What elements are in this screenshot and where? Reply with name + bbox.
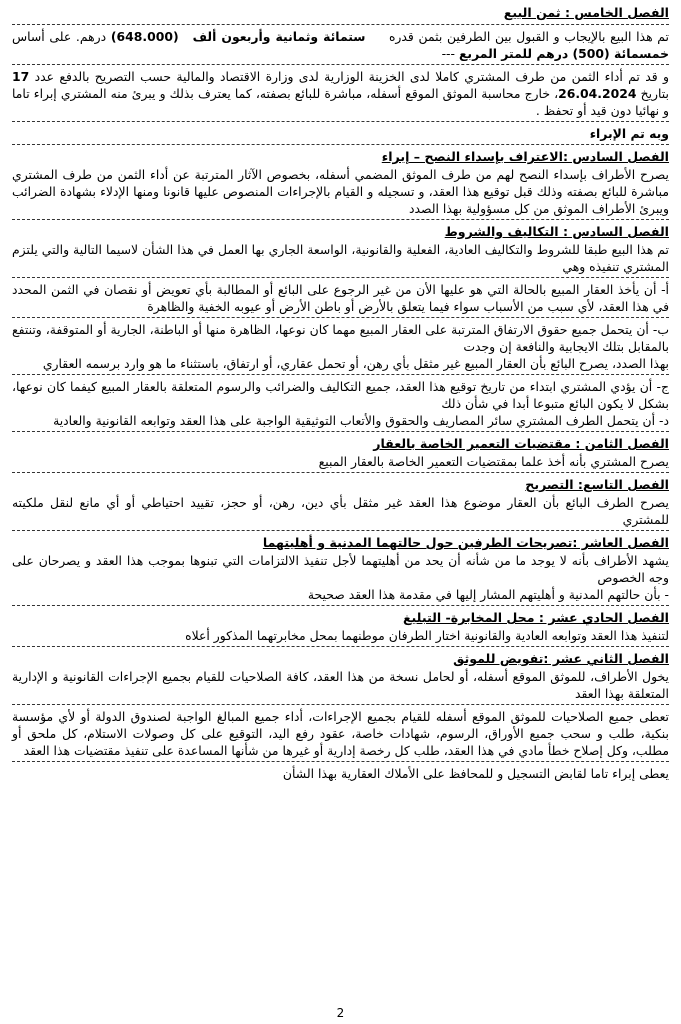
chapter-11-heading: الفصل الحادي عشر : محل المخابرة- التبليغ	[402, 610, 669, 625]
chapter-6b-clause-d: د- أن يتحمل الطرف المشتري سائر المصاريف والحقوق والأتعاب التوثيقية الواجبة على هذا العقد وتوابعه القانونية والعادية	[53, 413, 669, 428]
chapter-12-paragraph-2: تعطى جميع الصلاحيات للموثق الموقع أسفله للقيام بجميع الإجراءات، أداء جميع المبالغ الواجبة لصندوق الدولة أو لأي مؤسسة بنكية، طلب و سحب جميع الأوراق، الرسوم، شهادات خاصة، عقود رفع اليد، التوقيع على كل وصولات الاستلام، كل ملحق أو مطلب، وكل إصلاح خطأ مادي في هذا العقد، طلب كل رخصة إدارية أو غيرها من شأنها المساعدة على تنفيذ مقتضيات هذا العقد	[12, 709, 669, 758]
chapter-6b-heading: الفصل السادس : التكاليف والشروط	[444, 224, 669, 239]
chapter-10-heading: الفصل العاشر :تصريحات الطرفين حول حالتهما المدنية و أهليتهما	[262, 535, 669, 550]
chapter-6a-heading: الفصل السادس :الاعتراف بإسداء النصح – إبراء	[381, 149, 669, 164]
chapter-5-paragraph-1: تم هذا البيع بالإيجاب و القبول بين الطرفين بثمن قدره ستمائة وثمانية وأربعون ألف (648.000) درهم. على أساس خمسمائة (500) درهم للمتر المربع ---	[12, 29, 669, 61]
chapter-6b-clause-b-declaration: بهذا الصدد، يصرح البائع بأن العقار المبيع غير مثقل بأي رهن، أو تحمل عقاري، أو ارتفاق، باستثناء ما هو وارد برسمه العقاري	[42, 356, 669, 371]
divider	[12, 219, 669, 220]
divider	[12, 431, 669, 432]
divider	[12, 121, 669, 122]
divider	[12, 277, 669, 278]
chapter-6b-intro: تم هذا البيع طبقا للشروط والتكاليف العادية، الفعلية والقانونية، الواسعة الجاري بها العمل في هذا الشأن لاسيما التالية والتي يلتزم المشتري تنفيذه وهي	[12, 242, 669, 274]
chapter-9-paragraph: يصرح الطرف البائع بأن العقار موضوع هذا العقد غير مثقل بأي دين، رهن، أو حجز، تقييد احتياطي أو أي مانع لنقل ملكيته للمشتري	[12, 495, 669, 527]
chapter-10-paragraph-2: - بأن حالتهم المدنية و أهليتهم المشار إليها في مقدمة هذا العقد صحيحة	[307, 587, 669, 602]
chapter-8-heading: الفصل الثامن : مقتضيات التعمير الخاصة بالعقار	[373, 436, 669, 451]
chapter-5-heading: الفصل الخامس : ثمن البيع	[503, 5, 669, 20]
divider	[12, 144, 669, 145]
divider	[12, 472, 669, 473]
chapter-6b-clause-a: أ- أن يأخذ العقار المبيع بالحالة التي هو عليها الأن من غير الرجوع على البائع أو المطالبة بأي تعويض أو نقصان في الثمن المحدد في هذا العقد، لأي سبب من الأسباب سواء فيما يتعلق بالأرض أو باطن الأرض أو عيوبه الخفية والظاهرة	[12, 282, 669, 314]
chapter-11-paragraph: لتنفيذ هذا العقد وتوابعه العادية والقانونية اختار الطرفان موطنهما بمحل مخابرتهما المذكور أعلاه	[185, 628, 669, 643]
divider	[12, 646, 669, 647]
divider	[12, 761, 669, 762]
chapter-6a-paragraph: يصرح الأطراف بإسداء النصح لهم من طرف الموثق المضمي أسفله، بخصوص الآثار المترتبة عن أداء الثمن من طرف المشتري مباشرة للبائع بصفته وذلك قبل توقيع هذا العقد، و تسجيله و القيام بالإجراءات المنصوص عليها قانونا ومنها الإدلاء بشهادة الضرائب ويبرئ الأطراف الموثق من كل مسؤولية بهذا الصدد	[12, 167, 669, 216]
chapter-6b-clause-c: ج- أن يؤدي المشتري ابتداء من تاريخ توقيع هذا العقد، جميع التكاليف والضرائب والرسوم المتعلقة بالعقار المبيع كيفما كان نوعها، بشكل لا يكون البائع متبوعا أبدا في شأن ذلك	[12, 379, 669, 411]
divider	[12, 530, 669, 531]
page-number: 2	[336, 1006, 345, 1020]
divider	[12, 24, 669, 25]
chapter-5-paragraph-2: و قد تم أداء الثمن من طرف المشتري كاملا لدى الخزينة الوزارية لدى وزارة الاقتصاد والمالية حسب التصريح بالدفع عدد 17 بتاريخ 26.04.2024، خارج محاسبة الموثق الموقع أسفله، مباشرة للبائع بصفته، كما يعترف بذلك و يبرئ منه المشتري إبراء تاما و نهائيا دون قيد أو تحفظ .	[12, 69, 669, 118]
chapter-12-paragraph-1: يخول الأطراف، للموثق الموقع أسفله، أو لحامل نسخة من هذا العقد، كافة الصلاحيات للقيام بجميع الإجراءات القانونية و الإدارية المتعلقة بهذا العقد	[12, 669, 669, 701]
divider	[12, 605, 669, 606]
chapter-9-heading: الفصل التاسع: التصريح	[525, 477, 669, 492]
chapter-6b-clause-b: ب- أن يتحمل جميع حقوق الارتفاق المترتبة على العقار المبيع مهما كان نوعها، الظاهرة منها أو الباطنة، الجارية أو المتوقفة، وتنتفع بالمقابل بتلك الايجابية والنافعة إن وجدت	[12, 322, 669, 354]
chapter-12-heading: الفصل الثاني عشر :تفويض للموثق	[453, 651, 669, 666]
chapter-8-paragraph: يصرح المشتري بأنه أخذ علما بمقتضيات التعمير الخاصة بالعقار المبيع	[318, 454, 669, 469]
chapter-5-paragraph-3: وبه تم الإبراء	[589, 126, 669, 141]
chapter-12-paragraph-3: يعطى إبراء تاما لقابض التسجيل و للمحافظ على الأملاك العقارية بهذا الشأن	[282, 766, 669, 781]
divider	[12, 704, 669, 705]
divider	[12, 317, 669, 318]
divider	[12, 64, 669, 65]
divider	[12, 374, 669, 375]
chapter-10-paragraph-1: يشهد الأطراف بأنه لا يوجد ما من شأنه أن يحد من أهليتهما لأجل تنفيذ الالتزامات التي تبنوها بموجب هذا العقد و يصرحان على وجه الخصوص	[12, 553, 669, 585]
